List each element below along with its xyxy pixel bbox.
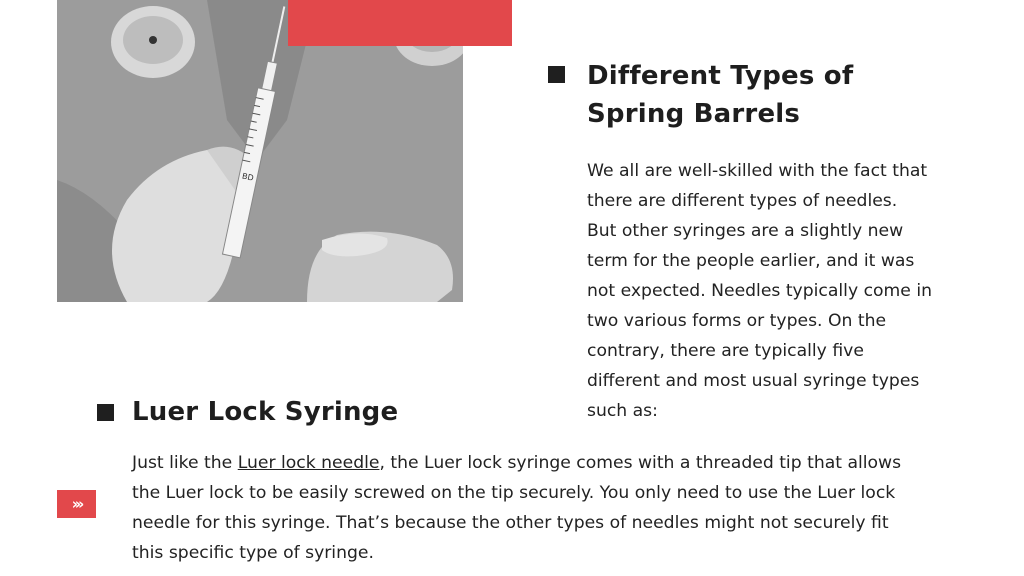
text-line: the Luer lock to be easily screwed on the tip securely. You only need to use the Luer lock <box>132 483 896 503</box>
text-segment: Just like the <box>132 453 238 473</box>
text-line: needle for this syringe. That’s because the other types of needles might not securely fit <box>132 513 889 533</box>
text-line: not expected. Needles typically come in <box>587 281 933 301</box>
text-line: But other syringes are a slightly new <box>587 221 904 241</box>
heading-luer-lock: Luer Lock Syringe <box>132 397 399 427</box>
chevron-arrows-icon[interactable]: ››› <box>57 490 96 518</box>
text-line: term for the people earlier, and it was <box>587 251 915 271</box>
heading-spring-barrels <box>587 57 947 133</box>
text-line: this specific type of syringe. <box>132 543 374 563</box>
text-line: different and most usual syringe types <box>587 371 920 391</box>
text-segment: , the Luer lock syringe comes with a threaded tip that allows <box>379 453 902 473</box>
paragraph-spring-barrels <box>587 156 982 426</box>
text-line <box>132 448 1002 478</box>
text-line: We all are well-skilled with the fact that <box>587 161 928 181</box>
accent-bar <box>288 0 512 46</box>
square-bullet-icon <box>548 66 565 83</box>
square-bullet-icon <box>97 404 114 421</box>
paragraph-luer-lock <box>132 448 1002 568</box>
heading-line: Spring Barrels <box>587 99 801 129</box>
text-line: contrary, there are typically five <box>587 341 864 361</box>
text-line: there are different types of needles. <box>587 191 898 211</box>
text-line: such as: <box>587 401 658 421</box>
syringe-label: BD <box>241 171 255 183</box>
text-line: two various forms or types. On the <box>587 311 887 331</box>
luer-lock-needle-link[interactable]: Luer lock needle <box>237 453 380 473</box>
heading-line: Different Types of <box>587 61 854 91</box>
